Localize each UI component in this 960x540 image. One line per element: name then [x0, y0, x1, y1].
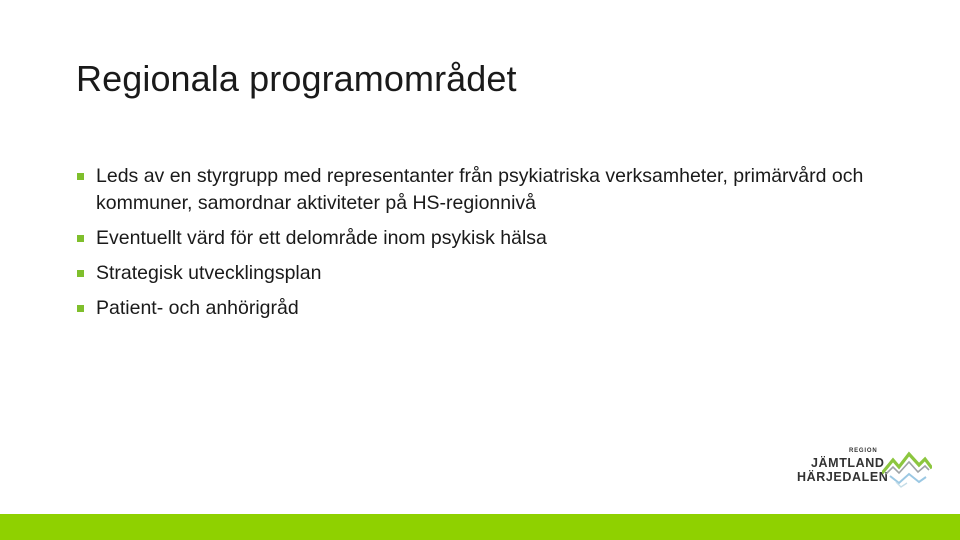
bullet-text: Strategisk utvecklingsplan — [96, 262, 322, 284]
bullet-text: Leds av en styrgrupp med representanter från psykiatriska verksamheter, primärvård och kommuner, samordnar aktiviteter på HS-regionnivå — [96, 165, 864, 214]
bottom-accent-bar — [0, 514, 960, 540]
bullet-text: Eventuellt värd för ett delområde inom psykisk hälsa — [96, 227, 547, 249]
bullet-text: Patient- och anhörigråd — [96, 297, 299, 319]
square-bullet-icon — [77, 173, 84, 180]
square-bullet-icon — [77, 305, 84, 312]
bullet-list — [76, 163, 876, 330]
mountains-logo-icon — [882, 450, 932, 490]
region-logo — [796, 444, 936, 494]
bullet-item — [76, 260, 876, 287]
square-bullet-icon — [77, 235, 84, 242]
slide-title: Regionala programområdet — [76, 58, 517, 99]
logo-region-text: REGION — [849, 448, 878, 454]
square-bullet-icon — [77, 270, 84, 277]
bullet-item — [76, 225, 876, 252]
logo-line1-text: JÄMTLAND — [811, 456, 885, 470]
bullet-item — [76, 295, 876, 322]
bullet-item — [76, 163, 876, 217]
logo-line2-text: HÄRJEDALEN — [797, 470, 889, 484]
